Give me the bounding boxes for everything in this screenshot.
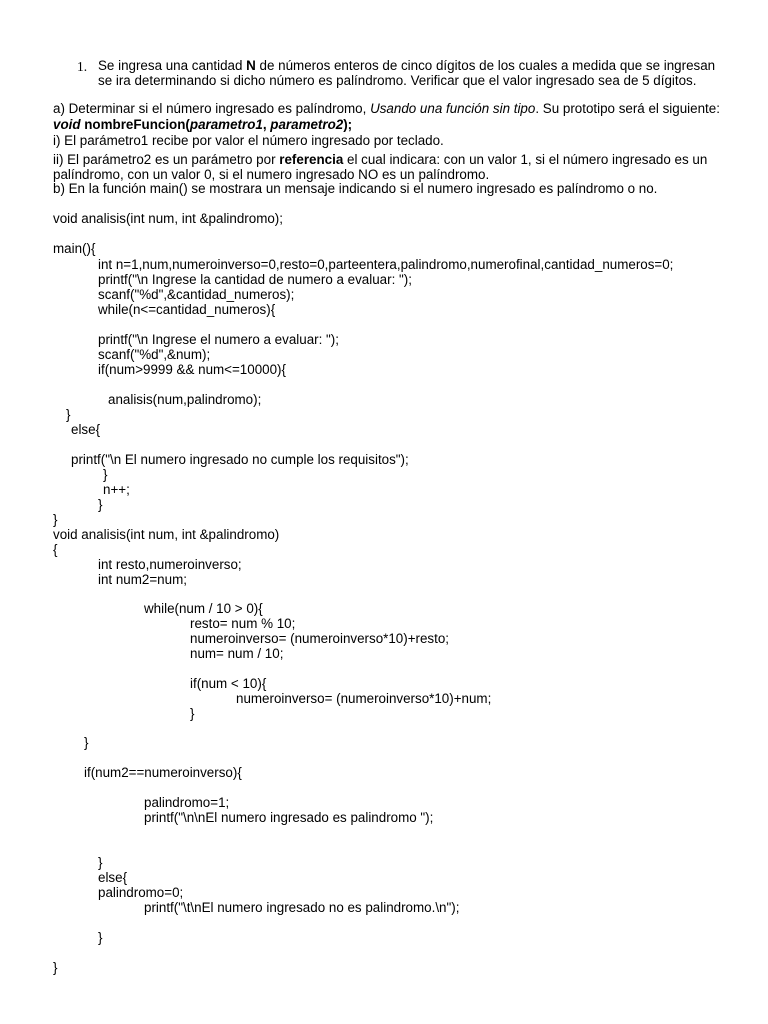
code-line: } — [84, 735, 89, 750]
code-line: int resto,numeroinverso; — [98, 557, 242, 572]
code-line: int n=1,num,numeroinverso=0,resto=0,parteentera,palindromo,numerofinal,cantidad_numeros=0; — [98, 257, 674, 272]
item-i: i) El parámetro1 recibe por valor el número ingresado por teclado. — [53, 133, 444, 148]
code-line: } — [98, 497, 103, 512]
code-line: num= num / 10; — [190, 646, 284, 661]
item-ii-continued: palíndromo, con un valor 0, si el numero ingresado NO es un palíndromo. — [53, 167, 490, 182]
code-main-close: } — [53, 512, 58, 527]
code-function-open: { — [53, 542, 58, 557]
code-line: else{ — [98, 870, 128, 885]
code-line: } — [66, 407, 71, 422]
code-function-close: } — [53, 960, 58, 975]
code-line: while(n<=cantidad_numeros){ — [98, 302, 276, 317]
list-number: 1. — [77, 59, 88, 74]
code-line: int num2=num; — [98, 572, 187, 587]
problem-line-2: se ira determinando si dicho número es palíndromo. Verificar que el valor ingresado sea de 5 dígitos. — [98, 73, 697, 88]
code-line: numeroinverso= (numeroinverso*10)+resto; — [190, 631, 450, 646]
code-line: } — [98, 930, 103, 945]
item-b: b) En la función main() se mostrara un mensaje indicando si el numero ingresado es palíndromo o no. — [53, 181, 658, 196]
code-line: if(num>9999 && num<=10000){ — [98, 362, 286, 377]
problem-line-1: Se ingresa una cantidad N de números enteros de cinco dígitos de los cuales a medida que se ingresan — [98, 58, 716, 73]
prototype-line: void nombreFuncion(parametro1, parametro2); — [53, 117, 353, 132]
code-line: printf("\n Ingrese el numero a evaluar: "); — [98, 332, 339, 347]
code-line: resto= num % 10; — [190, 616, 296, 631]
code-prototype: void analisis(int num, int &palindromo); — [53, 211, 283, 226]
code-line: printf("\n El numero ingresado no cumple los requisitos"); — [71, 452, 409, 467]
code-line: } — [98, 855, 103, 870]
code-line: printf("\t\nEl numero ingresado no es palindromo.\n"); — [144, 900, 460, 915]
code-line: numeroinverso= (numeroinverso*10)+num; — [236, 691, 492, 706]
code-line: scanf("%d",&cantidad_numeros); — [98, 287, 295, 302]
code-line: scanf("%d",&num); — [98, 347, 211, 362]
code-line: n++; — [103, 482, 130, 497]
code-line: analisis(num,palindromo); — [108, 392, 262, 407]
code-line: palindromo=1; — [144, 795, 230, 810]
code-line: } — [103, 467, 108, 482]
code-function-signature: void analisis(int num, int &palindromo) — [53, 527, 280, 542]
item-ii: ii) El parámetro2 es un parámetro por referencia el cual indicara: con un valor 1, si el número ingresado es un — [53, 152, 708, 167]
code-line: while(num / 10 > 0){ — [144, 601, 263, 616]
code-line: } — [190, 706, 195, 721]
code-main-open: main(){ — [53, 241, 96, 256]
code-line: palindromo=0; — [98, 885, 184, 900]
code-line: else{ — [71, 422, 101, 437]
item-a: a) Determinar si el número ingresado es palíndromo, Usando una función sin tipo. Su prototipo será el siguiente: — [53, 101, 720, 116]
code-line: if(num2==numeroinverso){ — [84, 765, 242, 780]
code-line: printf("\n\nEl numero ingresado es palindromo "); — [144, 810, 434, 825]
code-line: if(num < 10){ — [190, 676, 267, 691]
code-line: printf("\n Ingrese la cantidad de numero a evaluar: "); — [98, 272, 412, 287]
